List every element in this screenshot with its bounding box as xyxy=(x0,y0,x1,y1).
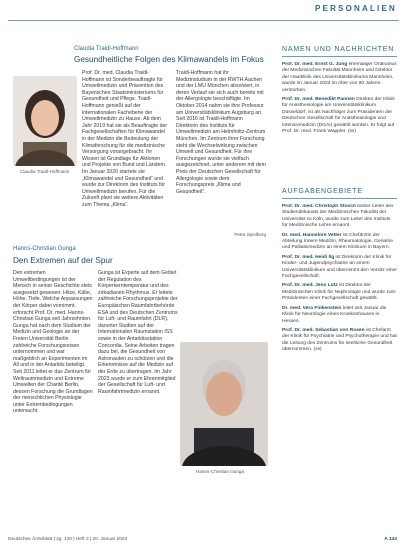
sidebar-entry: Dr. med. Vera Finkenstein leitet seit Januar die Klinik für Neurologie eines Krankenhauses in Hessen. xyxy=(282,305,387,324)
page-header xyxy=(0,0,407,22)
header-rule xyxy=(8,20,399,21)
article2-column-1: Den extremen Umweltbedingungen ist der Mensch in seiner Geschichte stets ausgesetzt gewesen: Hitze, Kälte, Höhe, Tiefe. Welche Anpassungen der Körper dabei vornimmt, erforscht Prof. Dr. med. Hanns-Christian Gunga seit Jahrzehnten. Gunga hat nach dem Studium der Medizin und Geologie an der Freien Universität Berlin zahlreiche Forschungsreisen unternommen und war maßgeblich an Experimenten im All und in der Antarktis beteiligt. Seit 2011 leitet er das Zentrum für Weltraummedizin und Extreme Umwelten der Charité Berlin, dessen Forschung die Grundlagen der menschlichen Physiologie unter Extrembedingungen untersucht. xyxy=(13,270,93,415)
article1-column-2: Traidl-Hoffmann hat ihr Medizinstudium in der RWTH Aachen und der LMU München absolviert, in deren Verlauf sie sich auch bereits mit der Allergologie beschäftigte. Im Oktober 2014 nahm sie ihre Professur am Universitätsklinikum Augsburg an. Seit 2016 ist Traidl-Hoffmann Direktorin des Instituts für Umweltmedizin am Helmholtz-Zentrum München. Im Zentrum ihrer Forschung steht die Wechselwirkung zwischen Umwelt und Gesundheit. Für ihre Forschungen wurde sie vielfach ausgezeichnet, unter anderem mit dem Preis der Deutschen Gesellschaft für Allergologie sowie dem Forschungspreis „Klima und Gesundheit“. xyxy=(176,70,266,195)
portrait-photo xyxy=(13,76,77,166)
article1-author: Claudia Traidl-Hoffmann xyxy=(74,46,139,52)
page-footer xyxy=(8,537,397,542)
article2-column-2: Gunga ist Experte auf dem Gebiet der Regulation des Körperkerntemperatur und des zirkadianen Rhythmus. Er leitete zahlreiche Forschungsprojekte der Europäischen Raumfahrtbehörde ESA und des Deutschen Zentrums für Luft- und Raumfahrt (DLR), darunter Studien auf der Internationalen Raumstation ISS sowie in der Antarktisstation Concordia. Seine Arbeiten tragen dazu bei, die Gesundheit von Astronauten zu schützen und die Erkenntnisse auf die Medizin auf der Erde zu übertragen. Im Jahr 2023 wurde er zum Ehrenmitglied der Gesellschaft für Luft- und Raumfahrtmedizin ernannt. xyxy=(98,270,178,395)
article2-caption: Hanns-Christian Gunga xyxy=(196,469,245,474)
sidebar-rule-2 xyxy=(282,198,397,199)
sidebar-heading-2: AUFGABENGEBIETE xyxy=(282,188,363,195)
sidebar-heading-1: NAMEN UND NACHRICHTEN xyxy=(282,46,395,53)
sidebar-entries-1 xyxy=(282,62,397,176)
sidebar-entry: Prof. Dr. med. Jens Lutz ist Direktor der Medizinischen Klinik für Nephrologie und wurde zum Präsidenten einer Fachgesellschaft gewählt. xyxy=(282,283,396,302)
article1-column-1: Prof. Dr. med. Claudia Traidl-Hoffmann ist Sonderbeauftragte für Umweltmedizin und Prävention des Bayerischen Staatsministeriums für Gesundheit und Pflege. Traidl-Hoffmann genießt auf der internationalen Fachebene der Umweltmedizin zu Hause. Ab dem Jahr 2019 hat sie als Beauftragte der Fachgesellschaften für Klimawandel in der Medizin die Bedeutung der Klimaforschung für die medizinische Versorgung vorangebracht. Ihr Wissen ist Grundlage für Aktionen und Projekte von Bund und Ländern. Im Januar 2020 startete sie „Klimawandel und Gesundheit“ und wurde zur Direktorin des Instituts für Umweltmedizin berufen. Für die Zukunft plant sie weitere Aktivitäten zum Thema „Klima“. xyxy=(82,70,168,208)
sidebar-entry: Prof. Dr. med. Sebastian von Rosen ist Chefarzt der Klinik für Psychiatrie und Psychotherapie und hat die Leitung des Zentrums für seelische Gesundheit übernommen. (ss) xyxy=(282,327,397,353)
sidebar-rule-1 xyxy=(282,56,397,57)
article1-title: Gesundheitliche Folgen des Klimawandels im Fokus xyxy=(74,55,264,64)
sidebar-entry: Prof. Dr. med. Heidi Ilg ist Direktorin der Klinik für Kinder- und Jugendpsychiatrie an einem Universitätsklinikum und übernimmt den Vorsitz einer Fachgesellschaft. xyxy=(282,254,397,280)
article2-author: Hanns-Christian Gunga xyxy=(13,246,76,252)
sidebar-entry: Dr. med. Hannelore Vetter ist Chefärztin der Abteilung Innere Medizin, Rheumatologie, Geriatrie und Palliativmedizin an einem Klinikum in Bayern. xyxy=(282,232,393,251)
article1-signature: Petra Spielberg xyxy=(234,232,266,237)
sidebar-entry: Prof. Dr. med. Christoph Stosch bisher Leiter des Studiendekanats der Medizinischen Fakultät der Universität zu Köln, wurde zum Leiter des Instituts für Medizinische Lehre ernannt. xyxy=(282,204,394,229)
sidebar-entries-2 xyxy=(282,204,397,530)
portrait-photo-2 xyxy=(180,342,268,466)
section-label: PERSONALIEN xyxy=(315,4,397,13)
footer-publication: Deutsches Ärzteblatt | Jg. 120 | Heft 3 | 20. Januar 2023 xyxy=(8,537,128,542)
page-number: A 143 xyxy=(384,537,397,542)
article1-caption: Claudia Traidl-Hoffmann xyxy=(20,169,70,174)
sidebar-entry: Prof. Dr. med. Ernst G. Jung ehemaliger Ordinarius der Medizinischen Fakultät Mannheim und Direktor der Hautklinik des Universitätsklinikums Mannheim, wurde im Januar 2023 im Alter von 90 Jahren verstorben. xyxy=(282,62,397,93)
sidebar-entry: Prof. Dr. med. Benedikt Pannen Direktor der Klinik für Anästhesiologie am Universitätsklinikum Düsseldorf, ist als Nachfolger zum Präsidenten der Deutschen Gesellschaft für Anästhesiologie und Intensivmedizin (DGAI) gewählt worden. Er folgt auf Prof. Dr. med. Frank Wappler. (ss) xyxy=(282,97,395,135)
article2-title: Den Extremen auf der Spur xyxy=(13,256,113,265)
